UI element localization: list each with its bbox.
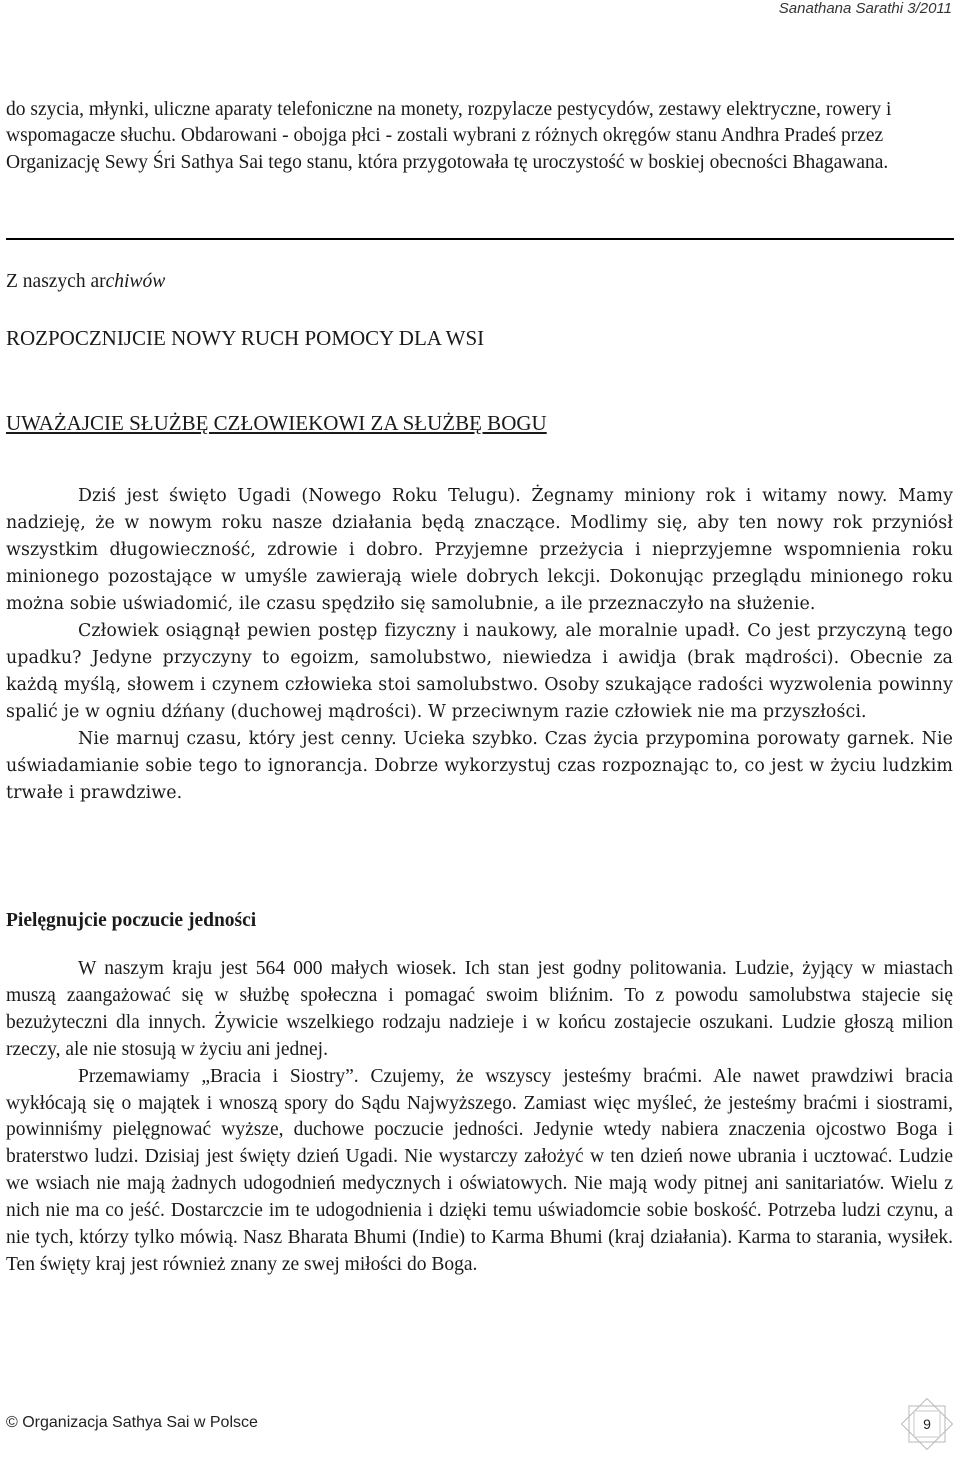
archive-label-prefix: Z naszych ar (6, 271, 106, 292)
page-number: 9 (923, 1416, 931, 1432)
section2-paragraph: Przemawiamy „Bracia i Siostry”. Czujemy, że wszyscy jesteśmy braćmi. Ale nawet prawdziwi bracia wykłócają się o majątek i wnoszą spory do Sądu Najwyższego. Zamiast więc myśleć, że jesteśmy braćmi i siostrami, powinniśmy pielęgnować wyższe, duchowe poczucie jedności. Jedynie wtedy nabiera znaczenia ojcostwo Boga i braterstwo ludzi. Dzisiaj jest święty dzień Ugadi. Nie wystarczy założyć w ten dzień nowe ubrania i ucztować. Ludzie we wsiach nie mają żadnych udogodnień medycznych i oświatowych. Nie mają wody pitnej ani sanitariatów. Wielu z nich nie ma co jeść. Dostarczcie im te udogodnienia i dzięki temu uświadomcie sobie boskość. Potrzeba ludzi czynu, a nie tych, którzy tylko mówią. Nasz Bharata Bhumi (Indie) to Karma Bhumi (kraj działania). Karma to starania, wysiłek. Ten święty kraj jest również znany ze swej miłości do Boga. (6, 1065, 953, 1275)
intro-paragraph: do szycia, młynki, uliczne aparaty telefoniczne na monety, rozpylacze pestycydów, zestawy elektryczne, rowery i wspomagacze słuchu. Obdarowani - obojga płci - zostali wybrani z różnych okręgów stanu Andhra Pradeś przez Organizację Sewy Śri Sathya Sai tego stanu, która przygotowała tę uroczystość w boskiej obecności Bhagawana. (6, 99, 892, 173)
publication-header: Sanathana Sarathi 3/2011 (778, 0, 952, 17)
main-heading: ROZPOCZNIJCIE NOWY RUCH POMOCY DLA WSI (6, 326, 485, 350)
archive-label-italic: chiwów (105, 271, 166, 292)
footer-copyright: © Organizacja Sathya Sai w Polsce (6, 1414, 258, 1431)
section1-body (6, 483, 953, 807)
section-divider (6, 238, 954, 240)
section1-paragraph: Dziś jest święto Ugadi (Nowego Roku Telugu). Żegnamy miniony rok i witamy nowy. Mamy nadzieję, że w nowym roku nasze działania będą znaczące. Modlimy się, aby ten nowy rok przyniósł wszystkim długowieczność, zdrowie i dobro. Przyjemne przeżycia i nieprzyjemne wspomnienia roku minionego pozostające w umyśle zawierają wiele dobrych lekcji. Dokonując przeglądu minionego roku można sobie uświadomić, ile czasu spędziło się samolubnie, a ile przeznaczyło na służenie. (6, 486, 953, 614)
page-number-badge (897, 1397, 957, 1452)
section2-body (6, 956, 953, 1279)
section2-paragraph: W naszym kraju jest 564 000 małych wiosek. Ich stan jest godny politowania. Ludzie, żyjący w miastach muszą zaangażować się w służbę społeczna i pomagać swoim bliźnim. To z powodu samolubstwa stajecie się bezużyteczni dla innych. Żywicie wszelkiego rodzaju nadzieje i w końcu zostajecie oszukani. Ludzie głoszą milion rzeczy, ale nie stosują w życiu ani jednej. (6, 958, 953, 1060)
sub-heading: UWAŻAJCIE SŁUŻBĘ CZŁOWIEKOWI ZA SŁUŻBĘ BOGU (6, 411, 547, 435)
archive-label (6, 271, 165, 293)
section1-paragraph: Człowiek osiągnął pewien postęp fizyczny i naukowy, ale moralnie upadł. Co jest przyczyną tego upadku? Jedyne przyczyny to egoizm, samolubstwo, niewiedza i awidja (brak mądrości). Obecnie za każdą myślą, słowem i czynem człowieka stoi samolubstwo. Osoby szukające radości wyzwolenia powinny spalić je w ogniu dźńany (duchowej mądrości). W przeciwnym razie człowiek nie ma przyszłości. (6, 621, 953, 722)
page-ornament-icon (897, 1397, 957, 1452)
section2-title: Pielęgnujcie poczucie jedności (6, 910, 257, 931)
section1-paragraph: Nie marnuj czasu, który jest cenny. Ucieka szybko. Czas życia przypomina porowaty garnek. Nie uświadamianie sobie tego to ignorancja. Dobrze wykorzystuj czas rozpoznając to, co jest w życiu ludzkim trwałe i prawdziwe. (6, 729, 953, 803)
